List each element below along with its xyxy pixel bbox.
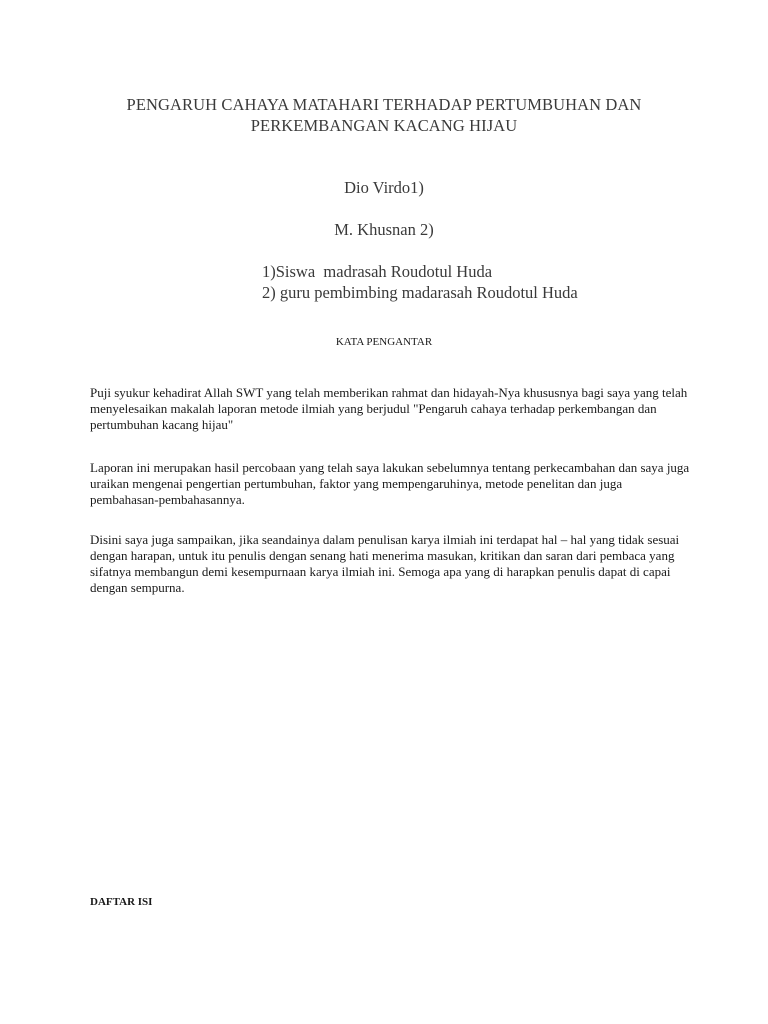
affiliation-2: 2) guru pembimbing madarasah Roudotul Huda	[262, 283, 578, 302]
section-heading-daftar-isi: DAFTAR ISI	[90, 896, 153, 908]
affiliation-1: 1)Siswa madrasah Roudotul Huda	[262, 262, 493, 281]
author-2: M. Khusnan 2)	[334, 220, 434, 239]
document-title: PENGARUH CAHAYA MATAHARI TERHADAP PERTUMBUHAN DAN PERKEMBANGAN KACANG HIJAU	[126, 95, 642, 135]
paragraph-1: Puji syukur kehadirat Allah SWT yang telah memberikan rahmat dan hidayah-Nya khususnya bagi saya yang telah menyelesaikan makalah laporan metode ilmiah yang berjudul "Pengaruh cahaya terhadap perkembangan dan pertumbuhan kacang hijau"	[90, 385, 688, 432]
author-1: Dio Virdo1)	[344, 178, 424, 197]
paragraph-3: Disini saya juga sampaikan, jika seandainya dalam penulisan karya ilmiah ini terdapat hal – hal yang tidak sesuai dengan harapan, untuk itu penulis dengan senang hati menerima masukan, kritikan dan saran dari pembaca yang sifatnya membangun demi kesempurnaan karya ilmiah ini. Semoga apa yang di harapkan penulis dapat di capai dengan sempurna.	[90, 532, 680, 595]
section-heading-kata-pengantar: KATA PENGANTAR	[335, 336, 433, 348]
paragraph-2: Laporan ini merupakan hasil percobaan yang telah saya lakukan sebelumnya tentang perkecambahan dan saya juga uraikan mengenai pengertian pertumbuhan, faktor yang mempengaruhinya, metode penelitan dan juga pembahasan-pembahasannya.	[90, 460, 690, 507]
